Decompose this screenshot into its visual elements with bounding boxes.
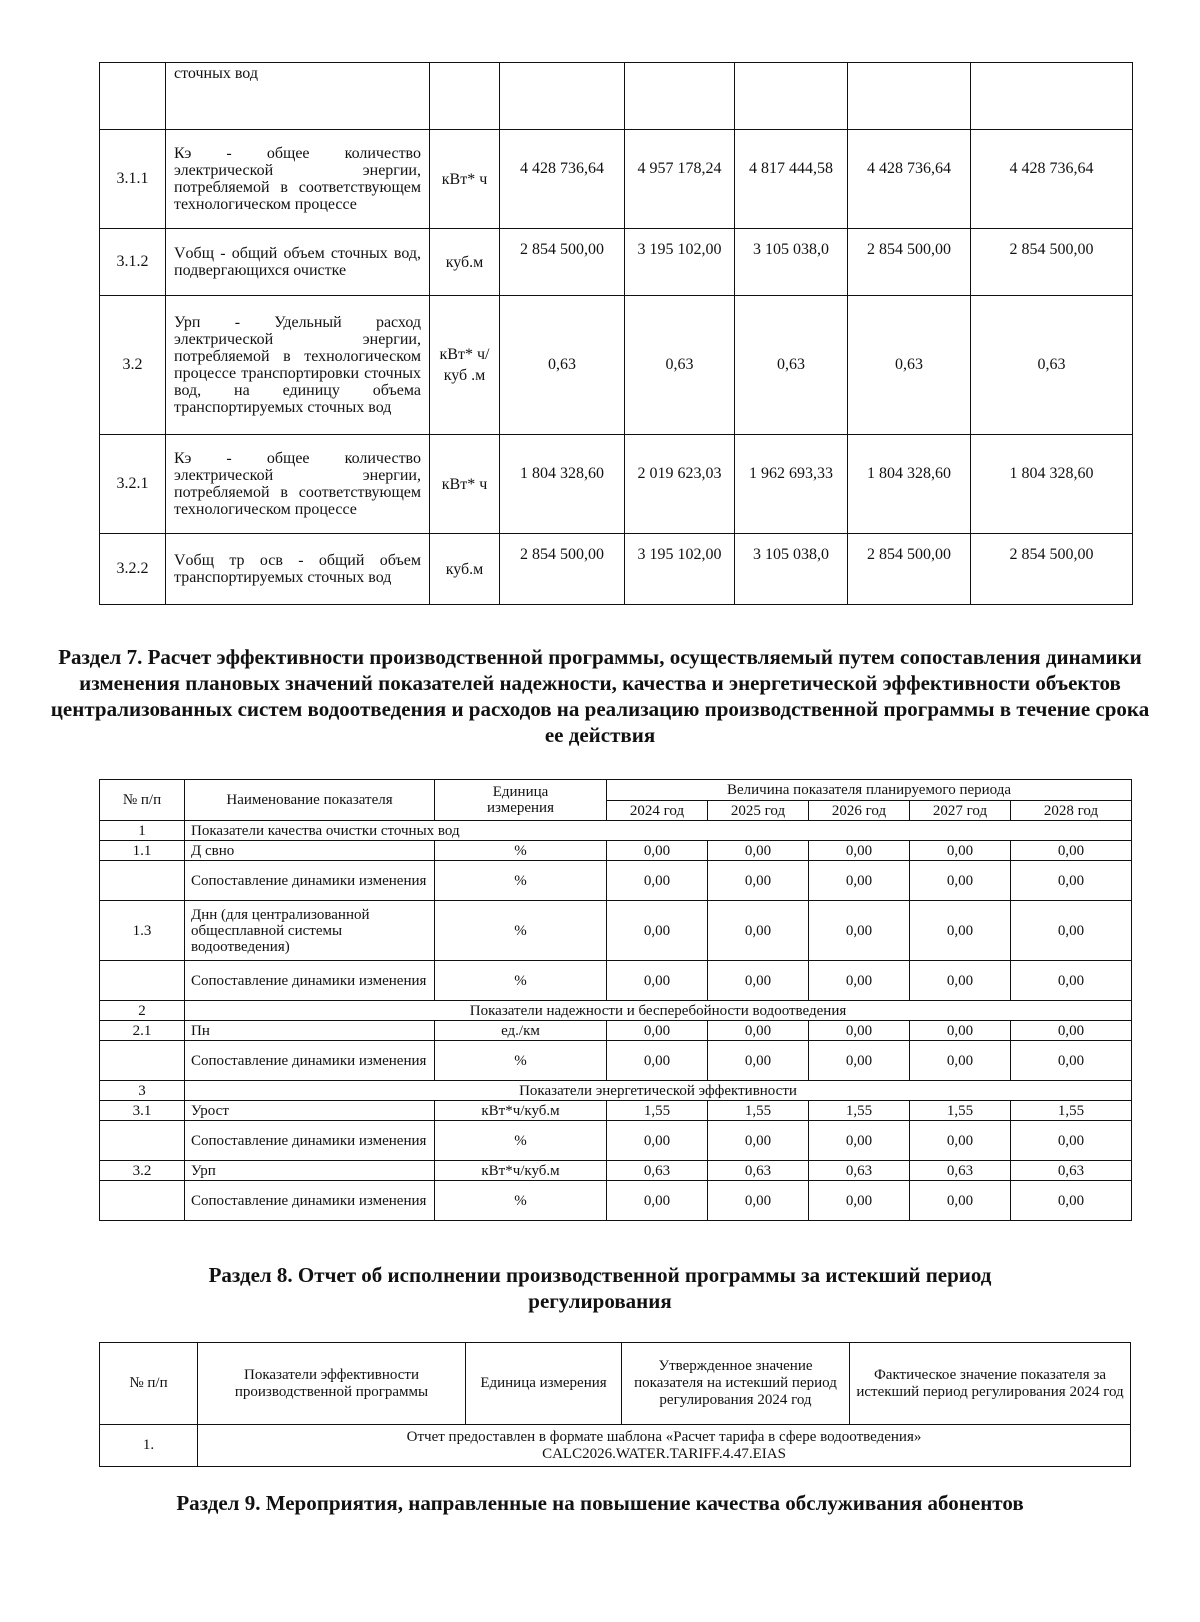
table-row: Сопоставление динамики изменения % 0,00 0,00 0,00 0,00 0,00 — [100, 861, 1132, 901]
table-row: 1. Отчет предоставлен в формате шаблона «Расчет тарифа в сфере водоотведения» CALC2026.WATER.TARIFF.4.47.EIAS — [100, 1425, 1131, 1467]
table-row: 3.2 Урп кВт*ч/куб.м 0,63 0,63 0,63 0,63 0,63 — [100, 1161, 1132, 1181]
table-row: Сопоставление динамики изменения % 0,00 0,00 0,00 0,00 0,00 — [100, 961, 1132, 1001]
header-row — [100, 1343, 1131, 1425]
header-name: Наименование показателя — [185, 780, 435, 821]
report-note: Отчет предоставлен в формате шаблона «Расчет тарифа в сфере водоотведения» CALC2026.WATER.TARIFF.4.47.EIAS — [198, 1425, 1131, 1467]
table-row: Сопоставление динамики изменения % 0,00 0,00 0,00 0,00 0,00 — [100, 1041, 1132, 1081]
header-approved: Утвержденное значение показателя на истекший период регулирования 2024 год — [622, 1343, 850, 1425]
table-row: 3.2 Урп - Удельный расход электрической энергии, потребляемой в технологическом процессе транспортировки сточных вод, на единицу объема транспортируемых сточных вод кВт* ч/куб .м 0,63 0,63 0,63 0,63 0,63 — [100, 296, 1133, 435]
section-7-title: Раздел 7. Расчет эффективности производственной программы, осуществляемый путем сопоставления динамики изменения плановых значений показателей надежности, качества и энергетической эффективности объектов централизованных систем водоотведения и расходов на реализацию производственной программы в течение срока ее действия — [50, 645, 1150, 747]
header-actual: Фактическое значение показателя за истекший период регулирования 2024 год — [850, 1343, 1131, 1425]
table-row: 1.3 Днн (для централизованной общесплавной системы водоотведения) % 0,00 0,00 0,00 0,00 0,00 — [100, 901, 1132, 961]
group-row: 2 Показатели надежности и бесперебойности водоотведения — [100, 1001, 1132, 1021]
section-8-title: Раздел 8. Отчет об исполнении производственной программы за истекший период регулирования — [208, 1263, 992, 1313]
header-num: № п/п — [100, 1343, 198, 1425]
table-row: 3.1 Урост кВт*ч/куб.м 1,55 1,55 1,55 1,55 1,55 — [100, 1101, 1132, 1121]
table-row: 2.1 Пн ед./км 0,00 0,00 0,00 0,00 0,00 — [100, 1021, 1132, 1041]
template-code: CALC2026.WATER.TARIFF.4.47.EIAS — [542, 1445, 786, 1462]
table-row: 3.1.2 Vобщ - общий объем сточных вод, подвергающихся очистке куб.м 2 854 500,00 3 195 102,00 3 105 038,0 2 854 500,00 2 854 500,00 — [100, 229, 1133, 296]
group-row: 3 Показатели энергетической эффективности — [100, 1081, 1132, 1101]
header-row — [100, 780, 1132, 801]
table-row: 3.2.1 Кэ - общее количество электрической энергии, потребляемой в соответствующем технологическом процессе кВт* ч 1 804 328,60 2 019 623,03 1 962 693,33 1 804 328,60 1 804 328,60 — [100, 435, 1133, 534]
efficiency-table — [99, 779, 1132, 1221]
table-row: Сопоставление динамики изменения % 0,00 0,00 0,00 0,00 0,00 — [100, 1181, 1132, 1221]
table-row: 3.2.2 Vобщ тр осв - общий объем транспортируемых сточных вод куб.м 2 854 500,00 3 195 102,00 3 105 038,0 2 854 500,00 2 854 500,00 — [100, 534, 1133, 605]
header-num: № п/п — [100, 780, 185, 821]
table-row: 3.1.1 Кэ - общее количество электрической энергии, потребляемой в соответствующем технологическом процессе кВт* ч 4 428 736,64 4 957 178,24 4 817 444,58 4 428 736,64 4 428 736,64 — [100, 130, 1133, 229]
section-9-title: Раздел 9. Мероприятия, направленные на повышение качества обслуживания абонентов — [176, 1491, 1024, 1515]
group-row: 1 Показатели качества очистки сточных вод — [100, 821, 1132, 841]
header-year: 2025 год — [708, 801, 809, 821]
header-unit: Единица измерения — [466, 1343, 622, 1425]
report-table — [99, 1342, 1131, 1467]
table-row: сточных вод — [100, 63, 1133, 130]
header-period: Величина показателя планируемого периода — [607, 780, 1132, 801]
header-year: 2026 год — [809, 801, 910, 821]
table-row: 1.1 Д свно % 0,00 0,00 0,00 0,00 0,00 — [100, 841, 1132, 861]
header-year: 2027 год — [910, 801, 1011, 821]
header-unit: Единица измерения — [435, 780, 607, 821]
header-indicators: Показатели эффективности производственной программы — [198, 1343, 466, 1425]
header-year: 2028 год — [1011, 801, 1132, 821]
header-year: 2024 год — [607, 801, 708, 821]
table-row: Сопоставление динамики изменения % 0,00 0,00 0,00 0,00 0,00 — [100, 1121, 1132, 1161]
energy-consumption-table — [99, 62, 1133, 605]
